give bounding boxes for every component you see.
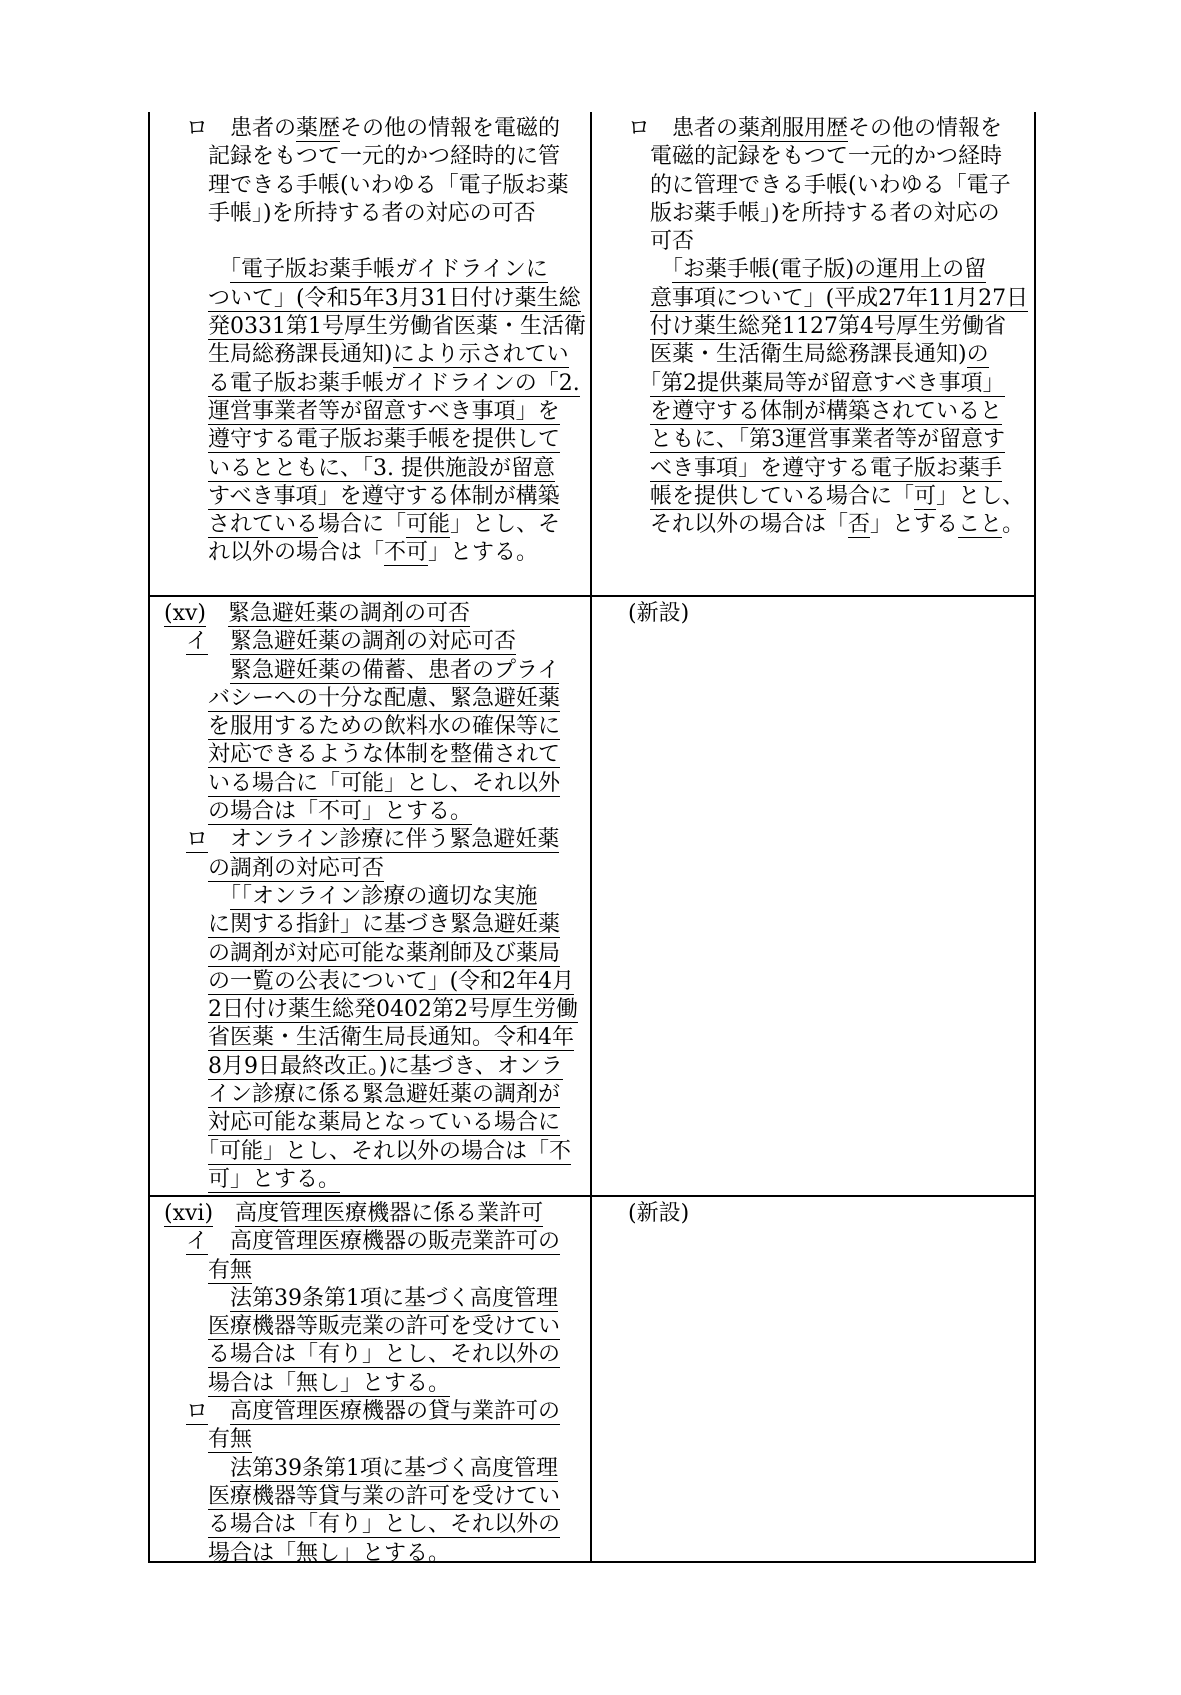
revision-underlined-text: 有無: [208, 1427, 253, 1453]
text-segment: [164, 512, 208, 537]
revision-underlined-text: 発0331第1号: [208, 314, 345, 340]
text-segment: その他の情報を電磁的: [340, 116, 561, 141]
text-line: [164, 770, 582, 798]
text-segment: 的に管理できる手帳(いわゆる「電子: [606, 172, 1011, 198]
text-segment: ロ 患者の: [164, 116, 297, 141]
revision-underlined-text: により示されてい: [392, 342, 569, 368]
text-line: [606, 256, 1026, 284]
text-segment: [164, 427, 208, 452]
text-line: [164, 1166, 582, 1194]
revision-underlined-text: ともに、「第3運営事業者等が留意す: [650, 427, 1006, 453]
revision-underlined-text: 対応できるような体制を整備されて: [208, 742, 561, 768]
revision-underlined-text: 薬剤服用歴: [738, 116, 849, 141]
text-segment: 手帳」)を所持する者の対応の可否: [164, 200, 536, 226]
text-segment: [606, 399, 650, 424]
text-segment: [164, 686, 208, 711]
text-line: [606, 455, 1026, 483]
text-segment: [164, 229, 186, 254]
text-line: [164, 855, 582, 883]
text-line: [164, 483, 582, 511]
text-line: [164, 628, 582, 656]
text-segment: [164, 969, 208, 994]
text-line: [164, 398, 582, 426]
revision-underlined-text: の調剤が対応可能な薬剤師及び薬局: [208, 940, 561, 966]
revision-underlined-text: 高度管理医療機器の販売業許可の: [230, 1229, 561, 1255]
text-segment: [164, 456, 208, 481]
revision-underlined-text: 付け薬生総発1127第4号: [650, 314, 897, 340]
revision-underlined-text: の一覧の公表について」(令和2年4月: [208, 968, 575, 994]
text-line: [164, 1024, 582, 1052]
text-segment: [164, 771, 208, 796]
revision-underlined-text: 緊急避妊薬の備蓄、患者のプライ: [230, 657, 560, 683]
revision-underlined-text: 対応可能な薬局となっている場合に: [208, 1110, 561, 1136]
revision-underlined-text: を遵守する体制が構築されていると: [650, 398, 1003, 424]
text-segment: 厚生労働省: [896, 314, 1007, 340]
text-line: [164, 1200, 582, 1228]
text-line: [164, 1257, 582, 1285]
text-line: [606, 285, 1029, 313]
revision-underlined-text: の場合は「不可」とする。: [208, 799, 473, 825]
cell-new-text-row2: [150, 597, 592, 1195]
revision-underlined-text: 医療機器等貸与業の許可を受けてい: [208, 1483, 561, 1509]
text-line: [606, 341, 1026, 369]
text-segment: [606, 314, 650, 339]
revision-underlined-text: る場合は「有り」とし、それ以外の: [208, 1512, 561, 1538]
text-segment: [164, 1082, 208, 1107]
text-line: [164, 285, 582, 313]
revision-underlined-text: ロ: [186, 1399, 209, 1425]
text-segment: [164, 1286, 230, 1311]
revision-underlined-text: の: [966, 342, 989, 368]
text-line: [164, 883, 582, 911]
text-segment: (新設): [606, 1201, 690, 1226]
revision-underlined-text: 帳を提供している: [650, 483, 827, 509]
text-segment: [606, 484, 650, 509]
text-segment: 」とし、そ: [450, 512, 561, 538]
text-line: [164, 996, 582, 1024]
text-segment: [164, 484, 208, 509]
text-line: [164, 1426, 582, 1454]
text-line: [606, 313, 1026, 341]
revision-underlined-text: 可能: [406, 512, 451, 538]
revision-underlined-text: 場合は「無し」とする。: [208, 1541, 450, 1563]
text-segment: 記録をもつて一元的かつ経時的に管: [164, 144, 561, 170]
revision-underlined-text: 医療機器等販売業の許可を受けてい: [208, 1314, 561, 1340]
revision-underlined-text: (xvi): [164, 1201, 214, 1226]
text-line: [164, 798, 582, 826]
text-line: [606, 143, 1026, 171]
text-line: [164, 1109, 582, 1137]
revision-underlined-text: バシーへの十分な配慮、緊急避妊薬: [208, 685, 561, 711]
text-line: [164, 1228, 582, 1256]
text-segment: [208, 827, 230, 852]
text-line: [606, 600, 1026, 628]
text-line: [164, 1313, 582, 1341]
text-segment: [606, 286, 650, 311]
text-line: [164, 1483, 582, 1511]
text-line: [164, 1455, 582, 1483]
text-segment: [606, 456, 650, 481]
text-line: [606, 426, 1026, 454]
revision-underlined-text: 法第39条第1項に基づく高度管理: [230, 1285, 559, 1311]
revision-underlined-text: る電子版お薬手帳ガイドラインの「2.: [208, 370, 580, 396]
text-line: [164, 172, 582, 200]
text-segment: それ以外の場合は「: [606, 512, 849, 538]
table-row: [150, 1195, 1034, 1563]
text-segment: [164, 257, 230, 282]
text-line: [164, 511, 582, 539]
text-segment: 電磁的記録をもつて一元的かつ経時: [606, 144, 1003, 170]
revision-underlined-text: 「電子版お薬手帳ガイドラインに: [230, 257, 548, 283]
text-line: [164, 713, 582, 741]
text-line: [164, 370, 582, 398]
text-line: [164, 1341, 582, 1369]
revision-underlined-text: 2日付け薬生総発0402第2号厚生労働: [208, 997, 578, 1023]
text-segment: [164, 1484, 208, 1509]
text-line: [164, 685, 582, 713]
text-line: [606, 228, 1026, 256]
text-segment: [164, 1139, 208, 1164]
text-line: [164, 426, 582, 454]
revision-underlined-text: オンライン診療に伴う緊急避妊薬: [230, 827, 560, 853]
text-segment: [208, 1229, 230, 1254]
revision-underlined-text: イ: [186, 1229, 209, 1255]
revision-underlined-text: 有無: [208, 1257, 253, 1283]
text-segment: れ以外の場合は「: [164, 540, 385, 566]
text-line: [164, 539, 582, 567]
revision-underlined-text: 法第39条第1項に基づく高度管理: [230, 1455, 559, 1481]
revision-underlined-text: 省医薬・生活衛生局長通知。令和4年: [208, 1025, 575, 1051]
revision-underlined-text: 高度管理医療機器の貸与業許可の: [230, 1399, 561, 1425]
text-segment: [208, 629, 230, 654]
revision-underlined-text: されている: [208, 512, 319, 538]
text-segment: [164, 941, 208, 966]
revision-underlined-text: 否: [848, 512, 871, 538]
revision-underlined-text: 緊急避妊薬の調剤の対応可否: [230, 629, 517, 655]
text-line: [164, 600, 582, 628]
text-segment: [164, 714, 208, 739]
text-segment: [164, 1054, 208, 1079]
cell-old-text-row1: [592, 112, 1034, 595]
text-segment: [164, 286, 208, 311]
comparison-table: [148, 112, 1036, 1563]
text-segment: [164, 1342, 208, 1367]
text-segment: [164, 1512, 208, 1537]
text-segment: [164, 1110, 208, 1135]
text-line: [606, 1200, 1026, 1228]
revision-underlined-text: いるとともに、「3. 提供施設が留意: [208, 455, 556, 481]
text-line: [606, 398, 1026, 426]
text-segment: [164, 1541, 208, 1563]
text-segment: [164, 314, 208, 339]
text-segment: [164, 1399, 186, 1424]
revision-underlined-text: 「「オンライン診療の適切な実施: [230, 883, 538, 909]
text-line: [164, 256, 582, 284]
text-line: [164, 1370, 582, 1398]
revision-underlined-text: 「お薬手帳(電子版)の運用上の留: [672, 257, 987, 283]
text-line: [164, 657, 582, 685]
revision-underlined-text: に関する指針」に基づき緊急避妊薬: [208, 912, 561, 938]
text-segment: [606, 371, 650, 396]
text-segment: 。: [1002, 512, 1025, 538]
text-segment: 生局総務課長通知): [164, 342, 393, 368]
text-line: [164, 1138, 582, 1166]
text-segment: [208, 1399, 230, 1424]
revision-underlined-text: 8月9日最終改正。)に基づき、オンラ: [208, 1053, 563, 1079]
revision-underlined-text: 場合は「無し」とする。: [208, 1370, 451, 1396]
text-segment: [206, 601, 228, 626]
revision-underlined-text: 高度管理医療機器に係る業許可: [235, 1201, 544, 1226]
text-line: [164, 200, 582, 228]
table-row: [150, 595, 1034, 1195]
text-segment: [164, 912, 208, 937]
revision-underlined-text: の調剤の対応可否: [208, 855, 385, 881]
text-line: [164, 1081, 582, 1109]
text-segment: [164, 1258, 208, 1283]
text-line: [164, 1285, 582, 1313]
revision-underlined-text: 「可能」とし、それ以外の場合は「不: [208, 1138, 572, 1164]
text-segment: ロ 患者の: [606, 116, 739, 141]
revision-underlined-text: 運営事業者等が留意すべき事項」を: [208, 398, 560, 424]
text-segment: [164, 399, 208, 424]
text-line: [164, 228, 582, 256]
text-segment: 医薬・生活衛生局総務課長通知): [606, 342, 967, 368]
revision-underlined-text: べき事項」を遵守する電子版お薬手: [650, 455, 1003, 481]
text-line: [164, 1053, 582, 1081]
text-segment: [164, 371, 208, 396]
revision-underlined-text: すべき事項」を遵守する体制が構築: [208, 483, 560, 509]
cell-old-text-row2: [592, 597, 1034, 1195]
revision-underlined-text: (xv): [164, 601, 207, 626]
text-segment: [164, 1314, 208, 1339]
revision-underlined-text: イ: [186, 629, 209, 655]
text-line: [164, 741, 582, 769]
text-line: [606, 370, 1026, 398]
text-segment: (新設): [606, 601, 690, 626]
text-segment: 」とする: [870, 512, 959, 538]
revision-underlined-text: 遵守する電子版お薬手帳を提供して: [208, 427, 561, 453]
text-segment: [164, 1229, 186, 1254]
text-segment: 厚生労働省医薬・生活衛: [344, 314, 587, 340]
text-line: [606, 511, 1026, 539]
text-line: [164, 143, 582, 171]
text-line: [606, 483, 1026, 511]
text-segment: 版お薬手帳」)を所持する者の対応の: [606, 200, 1000, 226]
text-segment: 理できる手帳(いわゆる「電子版お薬: [164, 172, 569, 198]
revision-underlined-text: を服用するための飲料水の確保等に: [208, 714, 561, 740]
revision-underlined-text: こと: [958, 512, 1003, 538]
text-line: [164, 115, 582, 143]
text-line: [164, 826, 582, 854]
text-segment: [213, 1201, 235, 1226]
text-line: [164, 1398, 582, 1426]
cell-new-text-row1: [150, 112, 592, 595]
text-segment: その他の情報を: [848, 116, 1003, 141]
revision-underlined-text: いる場合に「可能」とし、それ以外: [208, 770, 561, 796]
revision-underlined-text: 「第2提供薬局等が留意すべき事項」: [650, 370, 1005, 396]
text-segment: [164, 1427, 208, 1452]
text-segment: [606, 427, 650, 452]
revision-underlined-text: 可」とする。: [208, 1166, 341, 1192]
text-segment: [164, 1456, 230, 1481]
text-line: [164, 911, 582, 939]
text-segment: [164, 742, 208, 767]
text-segment: [606, 257, 672, 282]
revision-underlined-text: 可: [914, 483, 937, 509]
text-segment: [164, 997, 208, 1022]
cell-old-text-row3: [592, 1197, 1034, 1563]
text-segment: [164, 827, 186, 852]
text-segment: 」とし、: [936, 483, 1025, 509]
text-segment: [164, 658, 230, 683]
text-segment: [164, 884, 230, 909]
text-line: [164, 313, 587, 341]
text-segment: [164, 1167, 208, 1192]
revision-underlined-text: 薬歴: [296, 116, 341, 141]
text-segment: [164, 799, 208, 824]
text-line: [164, 1511, 582, 1539]
revision-underlined-text: イン診療に係る緊急避妊薬の調剤が: [208, 1082, 561, 1108]
revision-underlined-text: 意事項について」(平成27年11月27日: [650, 285, 1029, 311]
revision-underlined-text: 不可: [384, 540, 429, 566]
text-line: [164, 341, 582, 369]
revision-underlined-text: ロ: [186, 827, 209, 853]
text-line: [164, 455, 582, 483]
text-segment: [164, 1025, 208, 1050]
text-line: [164, 940, 582, 968]
table-row: [150, 112, 1034, 595]
cell-new-text-row3: [150, 1197, 592, 1563]
text-segment: [164, 629, 186, 654]
revision-underlined-text: 緊急避妊薬の調剤の可否: [228, 601, 471, 626]
text-line: [164, 1540, 582, 1563]
text-line: [606, 115, 1026, 143]
text-line: [606, 200, 1026, 228]
text-segment: [164, 1371, 208, 1396]
text-segment: 場合に「: [826, 483, 915, 509]
text-segment: 」とする。: [428, 540, 539, 566]
revision-underlined-text: ついて」(令和5年3月31日付け薬生総: [208, 285, 581, 311]
text-segment: 場合に「: [318, 512, 407, 538]
text-line: [606, 172, 1026, 200]
revision-underlined-text: る場合は「有り」とし、それ以外の: [208, 1342, 561, 1368]
text-segment: 可否: [606, 229, 695, 255]
text-line: [164, 968, 582, 996]
text-segment: [164, 856, 208, 881]
